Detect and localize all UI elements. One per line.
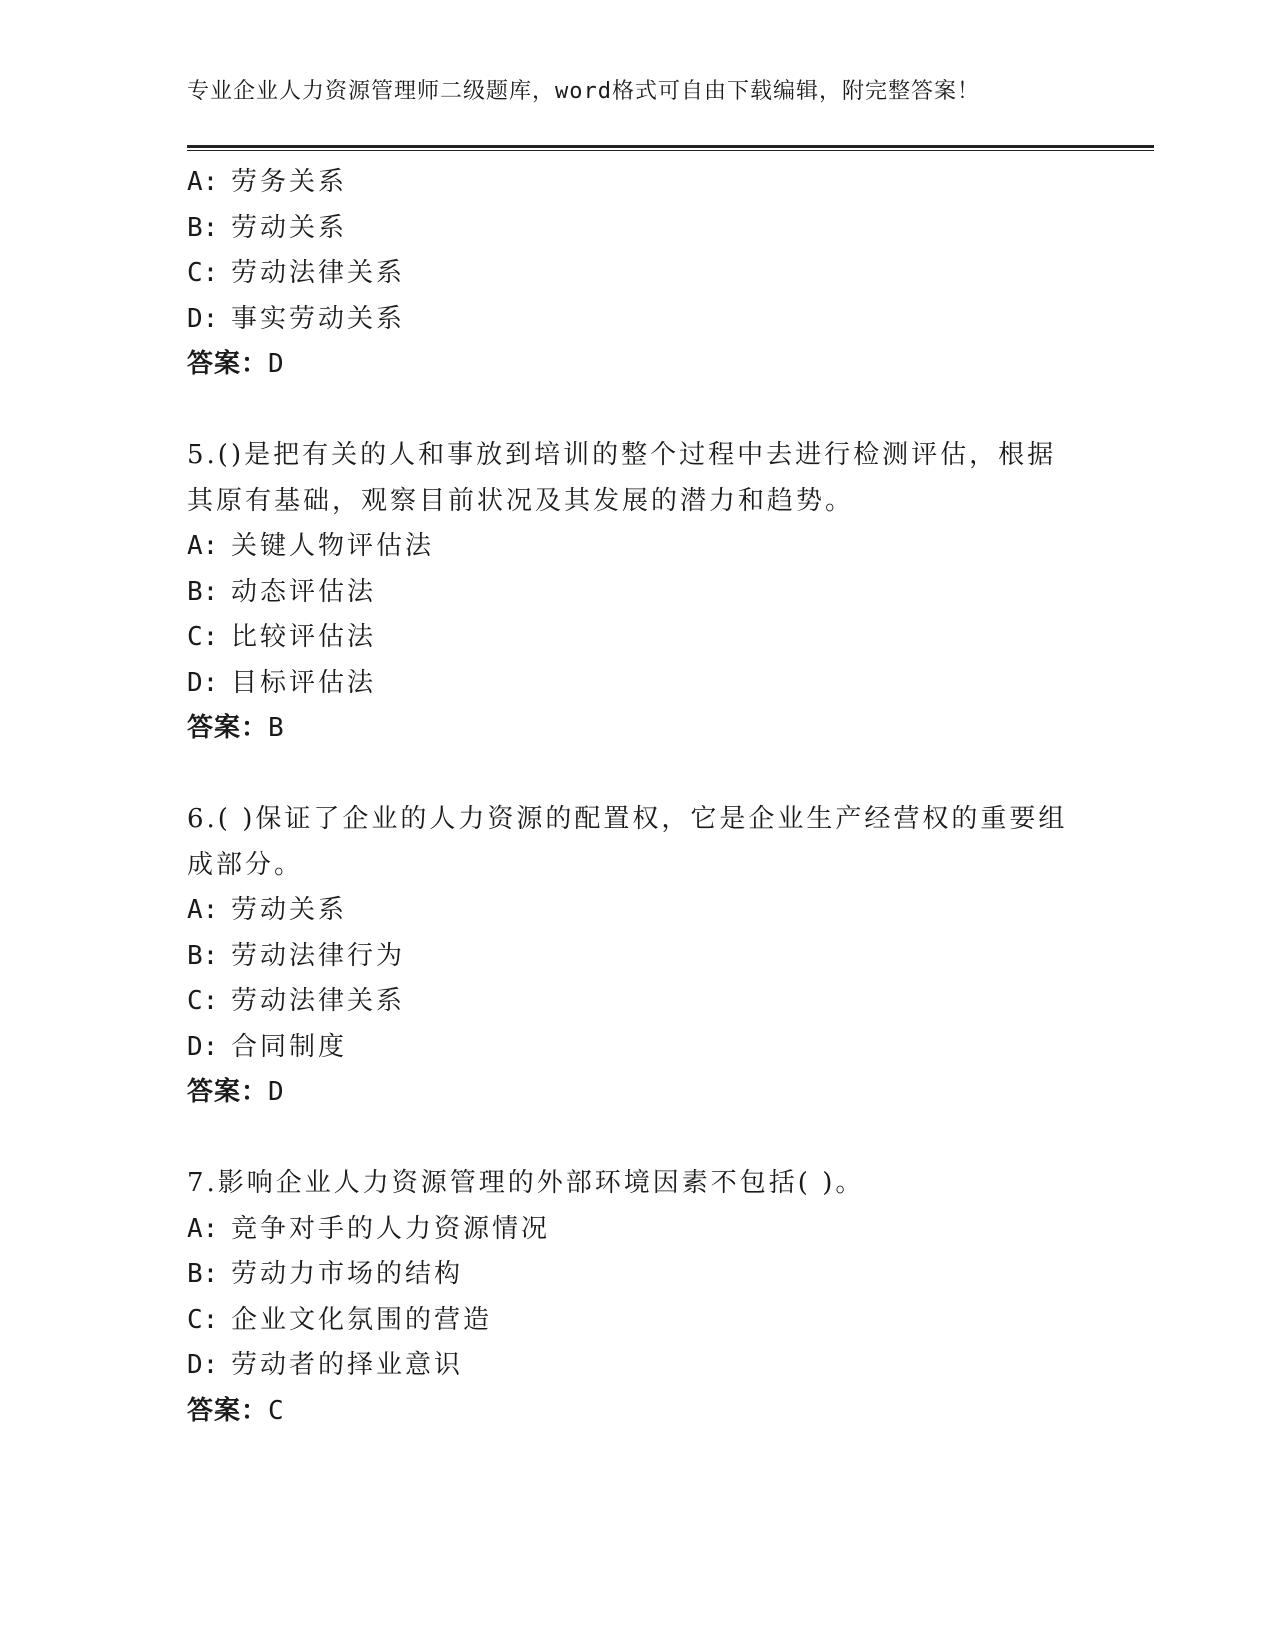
option-label: A: bbox=[187, 167, 219, 197]
option-a bbox=[187, 160, 1087, 206]
spacer bbox=[187, 388, 1087, 434]
option-label: D: bbox=[187, 1031, 219, 1062]
option-a bbox=[187, 1207, 1087, 1253]
option-text: 事实劳动关系 bbox=[231, 303, 406, 334]
question-stem-line: 5.()是把有关的人和事放到培训的整个过程中去进行检测评估，根据 bbox=[187, 440, 1057, 470]
page-header-title: 专业企业人力资源管理师二级题库，word格式可自由下载编辑，附完整答案！ bbox=[187, 79, 980, 104]
option-text: 劳动关系 bbox=[231, 895, 348, 925]
option-text: 比较评估法 bbox=[231, 622, 377, 652]
option-b bbox=[187, 570, 1087, 616]
answer-label: 答案： bbox=[187, 1077, 269, 1107]
spacer bbox=[187, 1116, 1087, 1162]
option-c bbox=[187, 251, 1087, 297]
option-text: 企业文化氛围的营造 bbox=[231, 1304, 493, 1335]
option-d bbox=[187, 661, 1087, 707]
question-stem-line: 7.影响企业人力资源管理的外部环境因素不包括( )。 bbox=[187, 1168, 865, 1198]
option-c bbox=[187, 1298, 1087, 1344]
option-text: 劳动法律行为 bbox=[231, 940, 406, 971]
question-block-5 bbox=[187, 433, 1087, 752]
option-label: B: bbox=[187, 576, 219, 607]
option-text: 竞争对手的人力资源情况 bbox=[231, 1213, 551, 1244]
answer-line bbox=[187, 706, 1087, 752]
option-text: 劳动关系 bbox=[231, 212, 348, 243]
option-label: B: bbox=[187, 1259, 219, 1289]
option-text: 劳动力市场的结构 bbox=[231, 1259, 464, 1289]
answer-line bbox=[187, 1389, 1087, 1435]
option-label: C: bbox=[187, 1304, 219, 1335]
option-label: D: bbox=[187, 667, 219, 698]
question-stem-line: 其原有基础，观察目前状况及其发展的潜力和趋势。 bbox=[187, 485, 855, 516]
option-b bbox=[187, 1252, 1087, 1298]
answer-value: B bbox=[268, 713, 285, 743]
answer-value: D bbox=[268, 349, 285, 379]
option-label: C: bbox=[187, 622, 219, 652]
answer-line bbox=[187, 342, 1087, 388]
option-a bbox=[187, 888, 1087, 934]
option-d bbox=[187, 1025, 1087, 1071]
answer-label: 答案： bbox=[187, 1395, 269, 1426]
question-stem-line: 成部分。 bbox=[187, 849, 304, 880]
option-b bbox=[187, 206, 1087, 252]
option-label: A: bbox=[187, 1213, 219, 1244]
option-text: 动态评估法 bbox=[231, 576, 377, 607]
answer-label: 答案： bbox=[187, 713, 269, 743]
option-label: D: bbox=[187, 303, 219, 334]
option-text: 关键人物评估法 bbox=[231, 531, 435, 561]
option-label: C: bbox=[187, 986, 219, 1016]
option-text: 劳动法律关系 bbox=[231, 986, 406, 1016]
header-divider-thick bbox=[187, 145, 1154, 148]
answer-value: D bbox=[268, 1077, 285, 1107]
option-text: 合同制度 bbox=[231, 1031, 348, 1062]
option-label: B: bbox=[187, 940, 219, 971]
answer-value: C bbox=[268, 1395, 285, 1426]
question-list bbox=[187, 160, 1087, 1434]
option-label: D: bbox=[187, 1350, 219, 1380]
answer-line bbox=[187, 1070, 1087, 1116]
option-a bbox=[187, 524, 1087, 570]
question-block-6 bbox=[187, 797, 1087, 1116]
option-d bbox=[187, 297, 1087, 343]
option-c bbox=[187, 979, 1087, 1025]
spacer bbox=[187, 752, 1087, 798]
question-block-prev bbox=[187, 160, 1087, 388]
answer-label: 答案： bbox=[187, 349, 269, 379]
option-text: 劳动者的择业意识 bbox=[231, 1350, 464, 1380]
option-text: 劳动法律关系 bbox=[231, 258, 406, 288]
option-c bbox=[187, 615, 1087, 661]
option-label: A: bbox=[187, 895, 219, 925]
question-block-7 bbox=[187, 1161, 1087, 1434]
header-divider-thin bbox=[187, 150, 1154, 151]
option-text: 目标评估法 bbox=[231, 667, 377, 698]
option-label: A: bbox=[187, 531, 219, 561]
option-d bbox=[187, 1343, 1087, 1389]
option-label: C: bbox=[187, 258, 219, 288]
question-stem-line: 6.( )保证了企业的人力资源的配置权，它是企业生产经营权的重要组 bbox=[187, 804, 1068, 834]
option-label: B: bbox=[187, 212, 219, 243]
option-b bbox=[187, 934, 1087, 980]
option-text: 劳务关系 bbox=[231, 167, 348, 197]
